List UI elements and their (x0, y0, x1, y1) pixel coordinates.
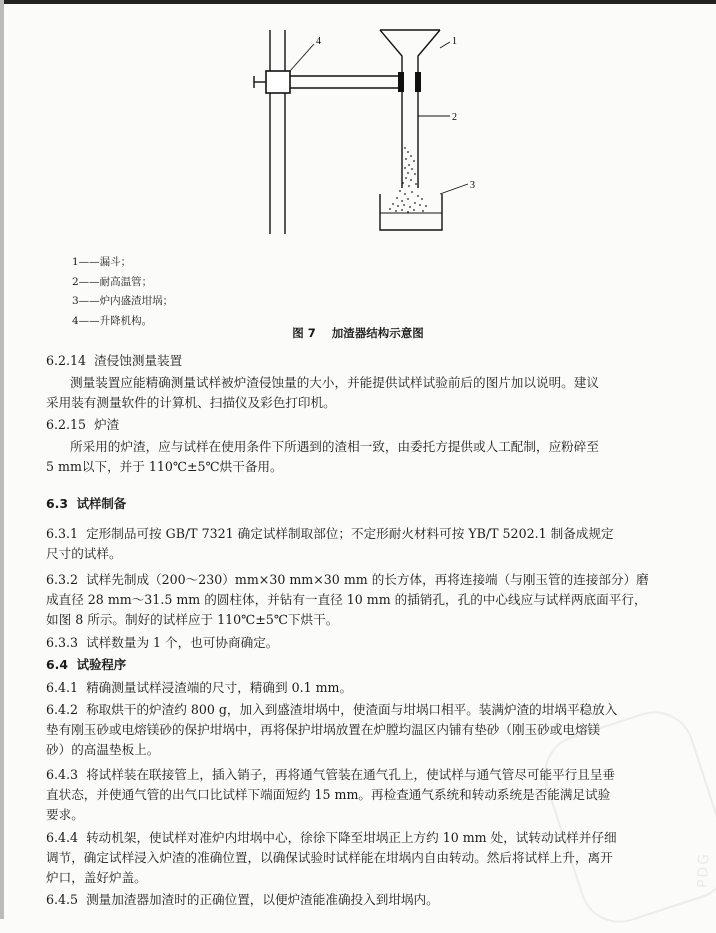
text-line: 5 mm以下，并于 110℃±5℃烘干备用。 (46, 459, 283, 474)
section-number: 6.2.15 (46, 417, 87, 432)
text-line: 测量装置应能精确测量试样被炉渣侵蚀量的大小，并能提供试样试验前后的图片加以说明。建议 (70, 375, 599, 390)
callout-2: 2 (452, 112, 457, 123)
heading-6-2-15 (46, 415, 686, 435)
legend-item: 3——炉内盛渣坩埚； (72, 295, 174, 307)
slag-adder-diagram (240, 8, 480, 248)
tube-clamp-left (398, 72, 404, 92)
text-line: 炉口，盖好炉盖。 (46, 870, 147, 885)
text-line: 直状态，并使通气管的出气口比试样下端面短约 15 mm。再检查通气系统和转动系统是否能满足试验 (46, 787, 611, 802)
text-line: 定形制品可按 GB/T 7321 确定试样制取部位；不定形耐火材料可按 YB/T 5202.1 制备成规定 (86, 526, 614, 541)
text-line: 转动机架，使试样对准炉内坩埚中心，徐徐下降至坩埚正上方约 10 mm 处，试转动试样并仔细 (86, 830, 617, 845)
section-title: 试样制备 (76, 496, 127, 511)
text-line: 测量加渣器加渣时的正确位置，以便炉渣能准确投入到坩埚内。 (86, 892, 439, 907)
clause-number: 6.4.1 (46, 680, 79, 695)
paragraph-6-2-15 (46, 437, 686, 477)
text-line: 尺寸的试样。 (46, 546, 122, 561)
clause-6-3-2 (46, 570, 686, 630)
clause-number: 6.4.3 (46, 767, 79, 782)
figure-title: 加渣器结构示意图 (331, 326, 424, 340)
text-line: 将试样装在联接管上，插入销子，再将通气管装在通气孔上，使试样与通气管尽可能平行且呈垂 (86, 767, 615, 782)
clause-number: 6.3.3 (46, 635, 79, 650)
clause-6-4-1 (46, 678, 686, 698)
clause-number: 6.3.1 (46, 526, 79, 541)
text-line: 垫有刚玉砂或电熔镁砂的保护坩埚中，再将保护坩埚放置在炉膛均温区内铺有垫砂（刚玉砂或电熔镁 (46, 722, 601, 737)
text-line: 精确测量试样浸渣端的尺寸，精确到 0.1 mm。 (86, 680, 353, 695)
section-title: 炉渣 (94, 417, 120, 432)
paragraph-6-2-14 (46, 373, 686, 413)
text-line: 如图 8 所示。制好的试样应于 110℃±5℃下烘干。 (46, 612, 339, 627)
callout-4: 4 (316, 36, 321, 47)
clause-number: 6.3.2 (46, 572, 79, 587)
heading-6-2-14 (46, 351, 686, 371)
lifting-clamp-block (266, 71, 290, 93)
watermark-text: PDG (694, 851, 713, 889)
clause-number: 6.4.5 (46, 892, 79, 907)
text-line: 成直径 28 mm～31.5 mm 的圆柱体，并钻有一直径 10 mm 的插销孔，孔的中心线应与试样两底面平行， (46, 592, 647, 607)
heading-6-3 (46, 494, 686, 514)
clause-6-3-1 (46, 524, 686, 564)
figure-number: 图 7 (292, 326, 316, 340)
text-line: 试样数量为 1 个，也可协商确定。 (86, 635, 279, 650)
clause-6-3-3 (46, 633, 686, 653)
leader-line-4 (290, 44, 314, 71)
falling-slag-particles (389, 147, 427, 213)
crucible-outline (380, 194, 442, 230)
figure-caption (0, 325, 716, 341)
clause-number: 6.4.4 (46, 830, 79, 845)
text-line: 称取烘干的炉渣约 800 g，加入到盛渣坩埚中，使渣面与坩埚口相平。装满炉渣的坩埚平稳放入 (86, 702, 618, 717)
section-number: 6.2.14 (46, 353, 87, 368)
scan-border-top (0, 0, 716, 4)
text-line: 调节，确定试样浸入炉渣的准确位置，以确保试验时试样能在坩埚内自由转动。然后将试样上升，离开 (46, 850, 613, 865)
leader-line-1 (440, 42, 450, 48)
callout-1: 1 (452, 36, 457, 47)
legend-item: 2——耐高温管； (72, 275, 153, 288)
text-line: 要求。 (46, 807, 84, 822)
section-number: 6.4 (46, 657, 68, 672)
funnel-left (380, 30, 402, 64)
text-line: 试样先制成（200～230）mm×30 mm×30 mm 的长方体，再将连接端（与刚玉管的连接部分）磨 (86, 572, 649, 587)
callout-3: 3 (470, 180, 475, 191)
leader-line-3 (440, 184, 468, 194)
clause-number: 6.4.2 (46, 702, 79, 717)
figure-legend (72, 253, 173, 331)
scan-border-left (0, 0, 4, 919)
heading-6-4 (46, 655, 686, 675)
funnel-right (418, 30, 440, 64)
legend-item: 4——升降机构。 (72, 314, 153, 327)
text-line: 采用装有测量软件的计算机、扫描仪及彩色打印机。 (46, 395, 336, 410)
text-line: 所采用的炉渣，应与试样在使用条件下所遇到的渣相一致，由委托方提供或人工配制，应粉碎至 (70, 439, 599, 454)
section-title: 试验程序 (76, 657, 127, 672)
text-line: 砂）的高温垫板上。 (46, 742, 160, 757)
legend-item: 1——漏斗； (72, 256, 132, 268)
section-title: 渣侵蚀测量装置 (94, 353, 183, 368)
section-number: 6.3 (46, 496, 68, 511)
